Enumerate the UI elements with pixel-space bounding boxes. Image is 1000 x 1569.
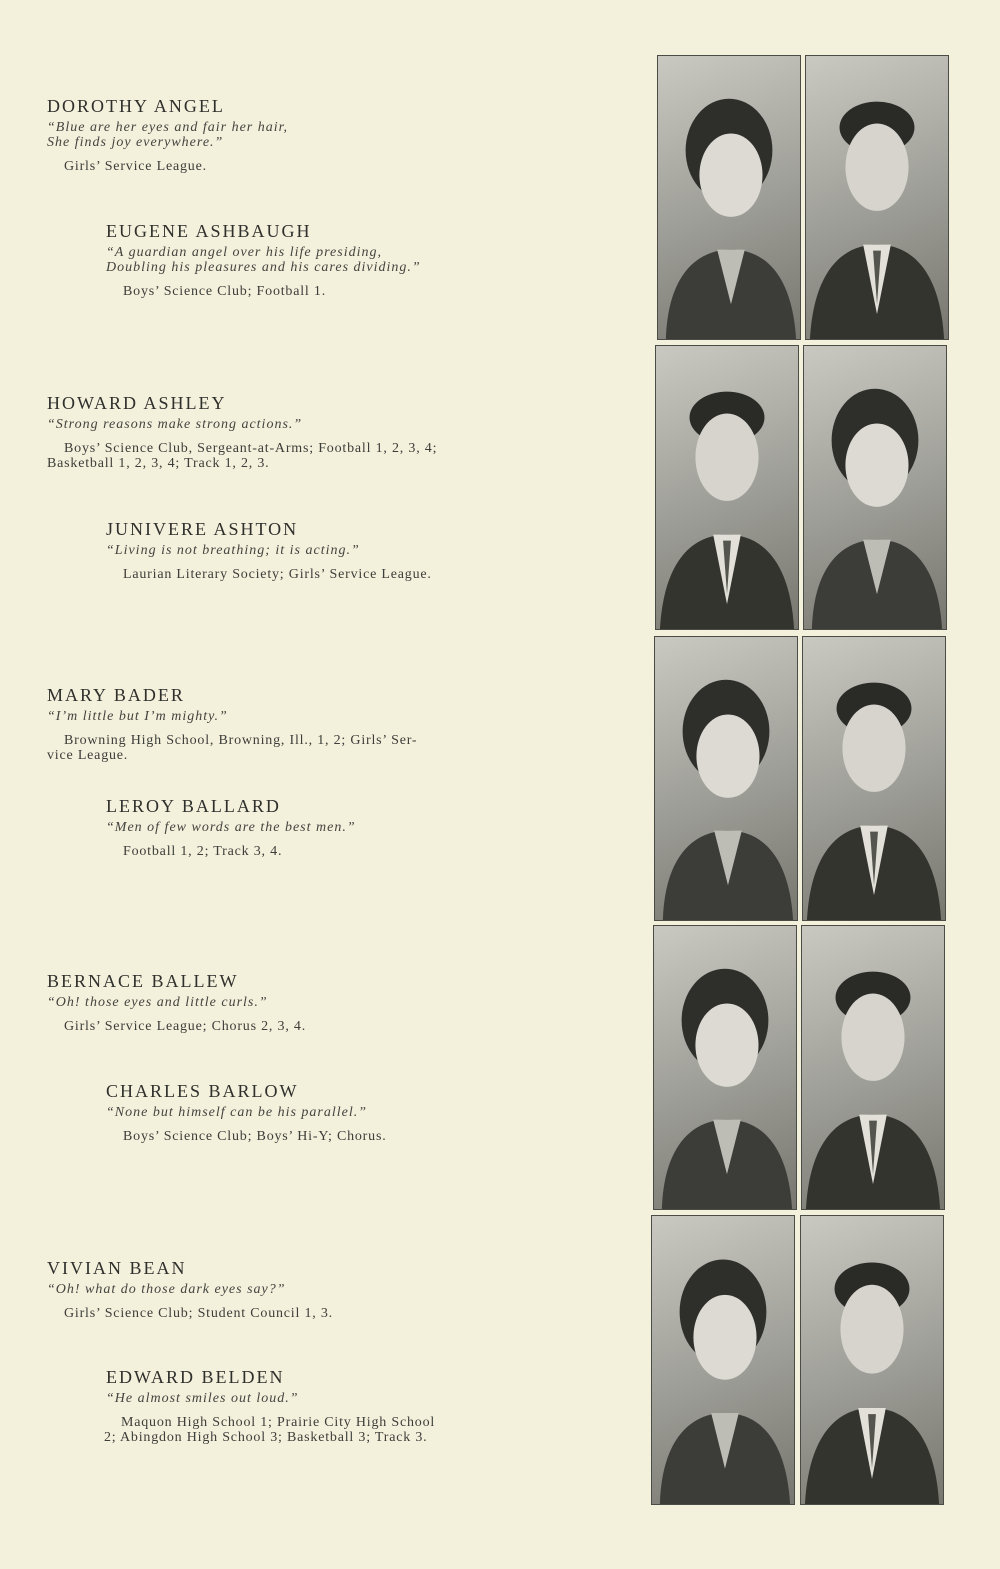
- quote-line: “He almost smiles out loud.”: [106, 1391, 299, 1406]
- student-activities: [47, 441, 562, 471]
- student-activities: Girls’ Service League.: [64, 159, 207, 174]
- student-name: DOROTHY ANGEL: [47, 96, 225, 116]
- student-quote: [47, 995, 587, 1010]
- portrait-photo: [651, 1215, 795, 1505]
- student-activities: [47, 733, 562, 763]
- student-quote: [47, 709, 587, 724]
- quote-line: “A guardian angel over his life presiding,: [106, 245, 382, 260]
- female-portrait-icon: [654, 926, 796, 1209]
- student-name: EDWARD BELDEN: [106, 1367, 285, 1387]
- student-entry-bernace-ballew: [47, 971, 587, 1034]
- female-portrait-icon: [658, 56, 800, 339]
- female-portrait-icon: [652, 1216, 794, 1504]
- student-entry-eugene-ashbaugh: [106, 221, 646, 299]
- activities-line: Boys’ Science Club, Sergeant-at-Arms; Football 1, 2, 3, 4;: [64, 441, 438, 456]
- student-name: MARY BADER: [47, 685, 185, 705]
- portrait-photo: [657, 55, 801, 340]
- student-entry-howard-ashley: [47, 393, 587, 471]
- portrait-photo: [654, 636, 798, 921]
- female-portrait-icon: [655, 637, 797, 920]
- quote-line: “Living is not breathing; it is acting.”: [106, 543, 360, 558]
- portrait-photo: [800, 1215, 944, 1505]
- student-quote: [47, 1282, 587, 1297]
- student-quote: [106, 820, 646, 835]
- male-portrait-icon: [656, 346, 798, 629]
- portrait-photo: [801, 925, 945, 1210]
- student-quote: [47, 417, 587, 432]
- student-activities: Girls’ Service League; Chorus 2, 3, 4.: [64, 1019, 307, 1034]
- quote-line: “Men of few words are the best men.”: [106, 820, 356, 835]
- student-entry-mary-bader: [47, 685, 587, 763]
- student-quote: [47, 120, 587, 150]
- student-activities: Boys’ Science Club; Football 1.: [123, 284, 327, 299]
- quote-line: “Oh! those eyes and little curls.”: [47, 995, 268, 1010]
- activities-line: 2; Abingdon High School 3; Basketball 3; Track 3.: [104, 1430, 428, 1445]
- student-quote: [106, 245, 646, 275]
- quote-line: “Oh! what do those dark eyes say?”: [47, 1282, 286, 1297]
- quote-line: “None but himself can be his parallel.”: [106, 1105, 368, 1120]
- portrait-grid: [651, 55, 955, 1507]
- quote-line: She finds joy everywhere.”: [47, 135, 224, 150]
- student-name: LEROY BALLARD: [106, 796, 281, 816]
- student-name: EUGENE ASHBAUGH: [106, 221, 312, 241]
- student-name: JUNIVERE ASHTON: [106, 519, 299, 539]
- student-entry-vivian-bean: [47, 1258, 587, 1321]
- quote-line: “Blue are her eyes and fair her hair,: [47, 120, 289, 135]
- activities-line: vice League.: [47, 748, 129, 763]
- student-name: VIVIAN BEAN: [47, 1258, 187, 1278]
- student-quote: [106, 1391, 646, 1406]
- quote-line: “I’m little but I’m mighty.”: [47, 709, 228, 724]
- portrait-photo: [653, 925, 797, 1210]
- female-portrait-icon: [804, 346, 946, 629]
- quote-line: Doubling his pleasures and his cares dividing.”: [106, 260, 421, 275]
- student-activities: [104, 1415, 559, 1445]
- male-portrait-icon: [806, 56, 948, 339]
- student-entry-edward-belden: [106, 1367, 646, 1445]
- activities-line: Basketball 1, 2, 3, 4; Track 1, 2, 3.: [47, 456, 270, 471]
- activities-line: Browning High School, Browning, Ill., 1, 2; Girls’ Ser-: [64, 733, 418, 748]
- student-quote: [106, 543, 646, 558]
- student-name: BERNACE BALLEW: [47, 971, 239, 991]
- student-entry-junivere-ashton: [106, 519, 646, 582]
- male-portrait-icon: [803, 637, 945, 920]
- student-activities: Football 1, 2; Track 3, 4.: [123, 844, 283, 859]
- student-entry-charles-barlow: [106, 1081, 646, 1144]
- student-entry-leroy-ballard: [106, 796, 646, 859]
- portrait-photo: [802, 636, 946, 921]
- male-portrait-icon: [801, 1216, 943, 1504]
- student-name: CHARLES BARLOW: [106, 1081, 299, 1101]
- activities-line: Maquon High School 1; Prairie City High School: [121, 1415, 436, 1430]
- quote-line: “Strong reasons make strong actions.”: [47, 417, 303, 432]
- portrait-photo: [805, 55, 949, 340]
- student-activities: Girls’ Science Club; Student Council 1, 3.: [64, 1306, 333, 1321]
- portrait-photo: [803, 345, 947, 630]
- student-name: HOWARD ASHLEY: [47, 393, 227, 413]
- student-activities: Laurian Literary Society; Girls’ Service League.: [123, 567, 432, 582]
- student-quote: [106, 1105, 646, 1120]
- portrait-photo: [655, 345, 799, 630]
- male-portrait-icon: [802, 926, 944, 1209]
- student-entry-dorothy-angel: [47, 96, 587, 174]
- student-activities: Boys’ Science Club; Boys’ Hi-Y; Chorus.: [123, 1129, 387, 1144]
